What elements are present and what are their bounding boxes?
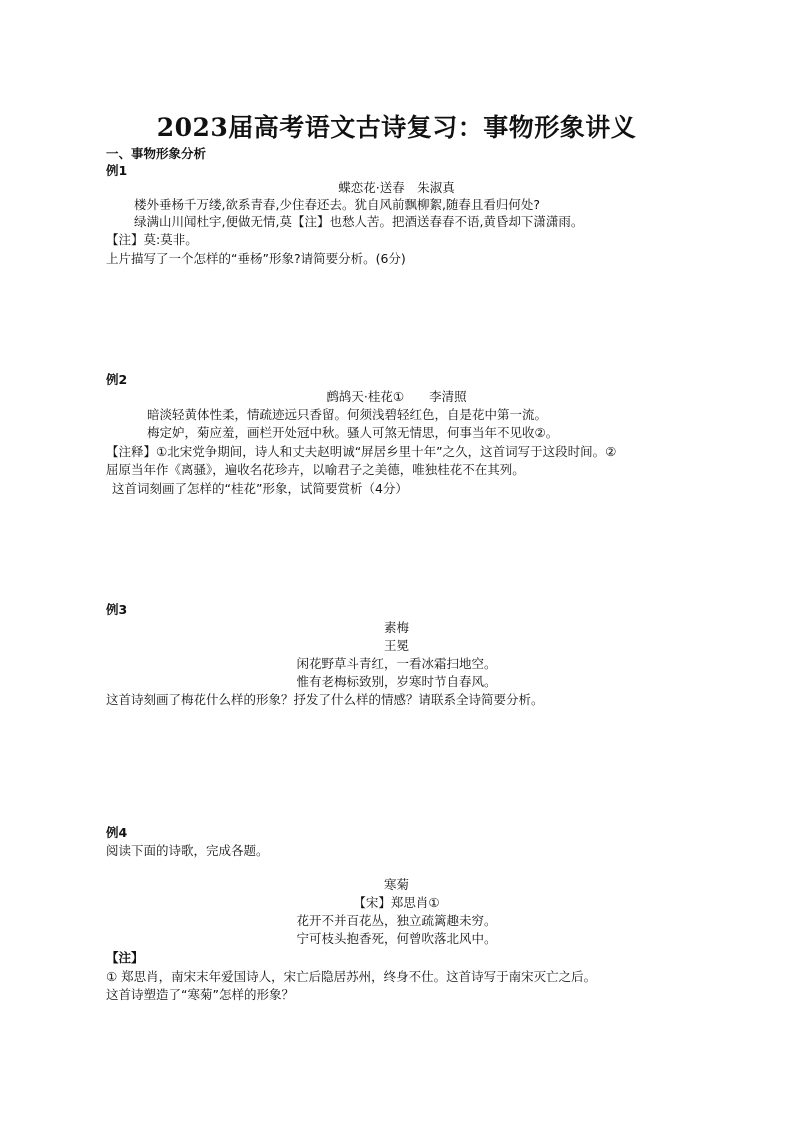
example-2-note-1: 【注释】①北宋党争期间，诗人和丈夫赵明诚“屏居乡里十年”之久，这首词写于这段时间。②	[106, 444, 617, 459]
example-1-poem-title: 蝶恋花·送春 朱淑真	[338, 180, 455, 195]
example-1-line-1: 楼外垂杨千万缕,欲系青春,少住春还去。犹自风前飘柳絮,随春且看归何处?	[134, 197, 541, 212]
example-2-note-2: 屈原当年作《离骚》，遍收名花珍卉，以喻君子之美德，唯独桂花不在其列。	[106, 462, 525, 477]
example-3-question: 这首诗刻画了梅花什么样的形象？抒发了什么样的情感？请联系全诗简要分析。	[106, 692, 544, 707]
example-4-poem-title: 寒菊	[383, 877, 409, 892]
example-1-question: 上片描写了一个怎样的“垂杨”形象?请简要分析。(6分)	[106, 251, 406, 266]
example-4-instruction: 阅读下面的诗歌，完成各题。	[106, 843, 269, 858]
example-1-note: 【注】莫:莫非。	[106, 232, 198, 247]
example-3-line-2: 惟有老梅标致别，岁寒时节自春风。	[296, 674, 497, 689]
example-4-author: 【宋】郑思肖①	[353, 895, 440, 910]
example-2-poem-title: 鹧鸪天·桂花① 李清照	[326, 389, 467, 404]
section-heading: 一、事物形象分析	[106, 146, 207, 161]
example-3-line-1: 闲花野草斗青红，一看冰霜扫地空。	[296, 656, 497, 671]
example-3-poem-title: 素梅	[383, 620, 409, 635]
example-2-question: 这首词刻画了怎样的“桂花”形象，试简要赏析（4分）	[112, 481, 408, 496]
example-1-label: 例1	[106, 163, 128, 178]
example-4-note: ① 郑思肖，南宋末年爱国诗人，宋亡后隐居苏州，终身不仕。这首诗写于南宋灭亡之后。	[106, 969, 597, 984]
example-1-line-2: 绿满山川闻杜宇,便做无情,莫【注】也愁人苦。把酒送春春不语,黄昏却下潇潇雨。	[134, 214, 584, 229]
example-4-line-1: 花开不并百花丛，独立疏篱趣未穷。	[296, 913, 497, 928]
example-4-question: 这首诗塑造了“寒菊”怎样的形象？	[106, 987, 294, 1002]
example-3-author: 王冕	[383, 638, 409, 653]
document-title: 2023届高考语文古诗复习：事物形象讲义	[156, 113, 637, 142]
example-2-label: 例2	[106, 372, 128, 387]
example-4-line-2: 宁可枝头抱香死，何曾吹落北风中。	[296, 931, 497, 946]
example-2-line-1: 暗淡轻黄体性柔，情疏迹远只香留。何须浅碧轻红色，自是花中第一流。	[147, 407, 548, 422]
example-4-note-label: 【注】	[106, 950, 144, 965]
example-2-line-2: 梅定妒，菊应羞，画栏开处冠中秋。骚人可煞无情思，何事当年不见收②。	[147, 425, 559, 440]
example-4-label: 例4	[106, 825, 128, 840]
example-3-label: 例3	[106, 602, 128, 617]
